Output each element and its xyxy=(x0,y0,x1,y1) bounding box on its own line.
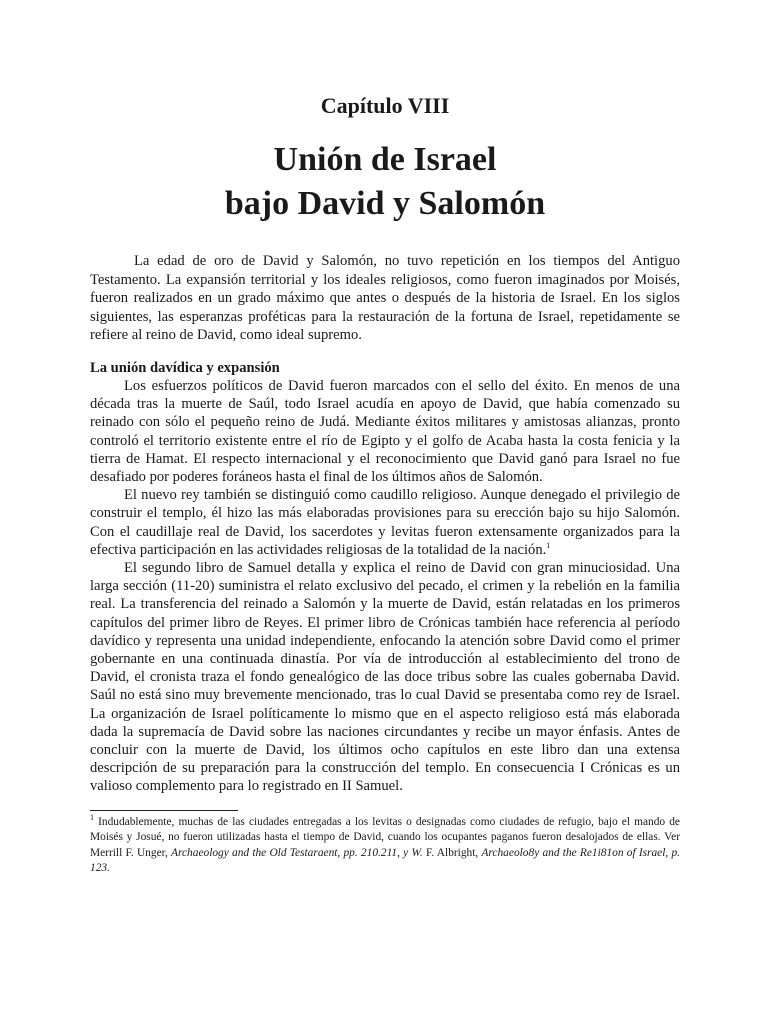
footnote xyxy=(90,812,681,877)
chapter-label: Capítulo VIII xyxy=(320,93,450,118)
footnote-separator xyxy=(90,810,238,811)
section-heading: La unión davídica y expansión xyxy=(90,359,280,376)
intro-paragraph: La edad de oro de David y Salomón, no tuvo repetición en los tiempos del Antiguo Testamento. La expansión territorial y los ideales religiosos, como fueron imaginados por Moisés, fueron realizados en un grado máximo que antes o después de la historia de Israel. En los siglos siguientes, las esperanzas proféticas para la restauración de la fortuna de Israel, repetidamente se refiere al reino de David, como ideal supremo. xyxy=(90,253,680,344)
footnote-text-start: Indudablemente, muchas de las ciudades entregadas a los levitas o designadas como ciudades de refugio, bajo el mando de Moisés y Josué, no fueron utilizadas hasta el tiempo de David, cuando los ocupantes paganos fueron desalojados de ellas. Ver Merrill F. Unger, xyxy=(90,815,680,859)
body-paragraph-2 xyxy=(90,486,680,559)
footnote-citation-1: Archaeology and the Old Testaraent, pp. 210.211, y W. xyxy=(171,846,423,859)
body-paragraph-1: Los esfuerzos políticos de David fueron marcados con el sello del éxito. En menos de una década tras la muerte de Saúl, todo Israel acudía en apoyo de David, que había comenzado su reinado con sólo el pequeño reino de Judá. Mediante éxitos militares y amistosas alianzas, pronto controló el territorio existente entre el río de Egipto y el golfo de Acaba hasta la costa fenicia y la tierra de Hamat. El respecto internacional y el reconocimiento que David ganó para Israel no fue desafiado por poderes foráneos hasta el final de los últimos años de Salomón. xyxy=(90,377,680,485)
body-paragraph-3: El segundo libro de Samuel detalla y explica el reino de David con gran minuciosidad. Una larga sección (11-20) suministra el relato exclusivo del pecado, el crimen y la rebelión en la familia real. La transferencia del reinado a Salomón y la muerte de David, están relatadas en los primeros capítulos del primer libro de Reyes. El primer libro de Crónicas también hace referencia al período davídico y representa una unidad independiente, enfocando la atención sobre David como el primer gobernante en una continuada dinastía. Por vía de introducción al establecimiento del trono de David, el cronista traza el fondo genealógico de las doce tribus sobre las cuales gobernaba David. Saúl no está sino muy brevemente mencionado, tras lo cual David se presentaba como rey de Israel. La organización de Israel políticamente lo mismo que en el aspecto religioso está más elaborada dada la supremacía de David sobre las naciones circundantes y recibe un mayor énfasis. Antes de concluir con la muerte de David, los últimos ocho capítulos en este libro dan una extensa descripción de su preparación para la construcción del templo. En consecuencia I Crónicas es un valioso complemento para lo registrado en II Samuel. xyxy=(90,560,680,795)
footnote-marker: 1 xyxy=(90,812,94,822)
page-title xyxy=(90,138,680,226)
title-line-2: bajo David y Salomón xyxy=(224,185,546,222)
footnote-text-middle: F. Albright, xyxy=(422,846,482,859)
footnote-citation-2: Archaeolo8y and the Re1i81on of Israel, p. 123. xyxy=(90,846,681,875)
title-line-1: Unión de Israel xyxy=(273,141,497,178)
document-page xyxy=(90,92,680,877)
body-paragraph-2-text: El nuevo rey también se distinguió como caudillo religioso. Aunque denegado el privilegio de construir el templo, él hizo las más elaboradas provisiones para su erección bajo su hijo Salomón. Con el caudillaje real de David, los sacerdotes y levitas fueron extensamente organizados para la efectiva participación en las actividades religiosas de la totalidad de la nación. xyxy=(90,487,680,558)
footnote-reference[interactable]: 1 xyxy=(546,540,551,550)
